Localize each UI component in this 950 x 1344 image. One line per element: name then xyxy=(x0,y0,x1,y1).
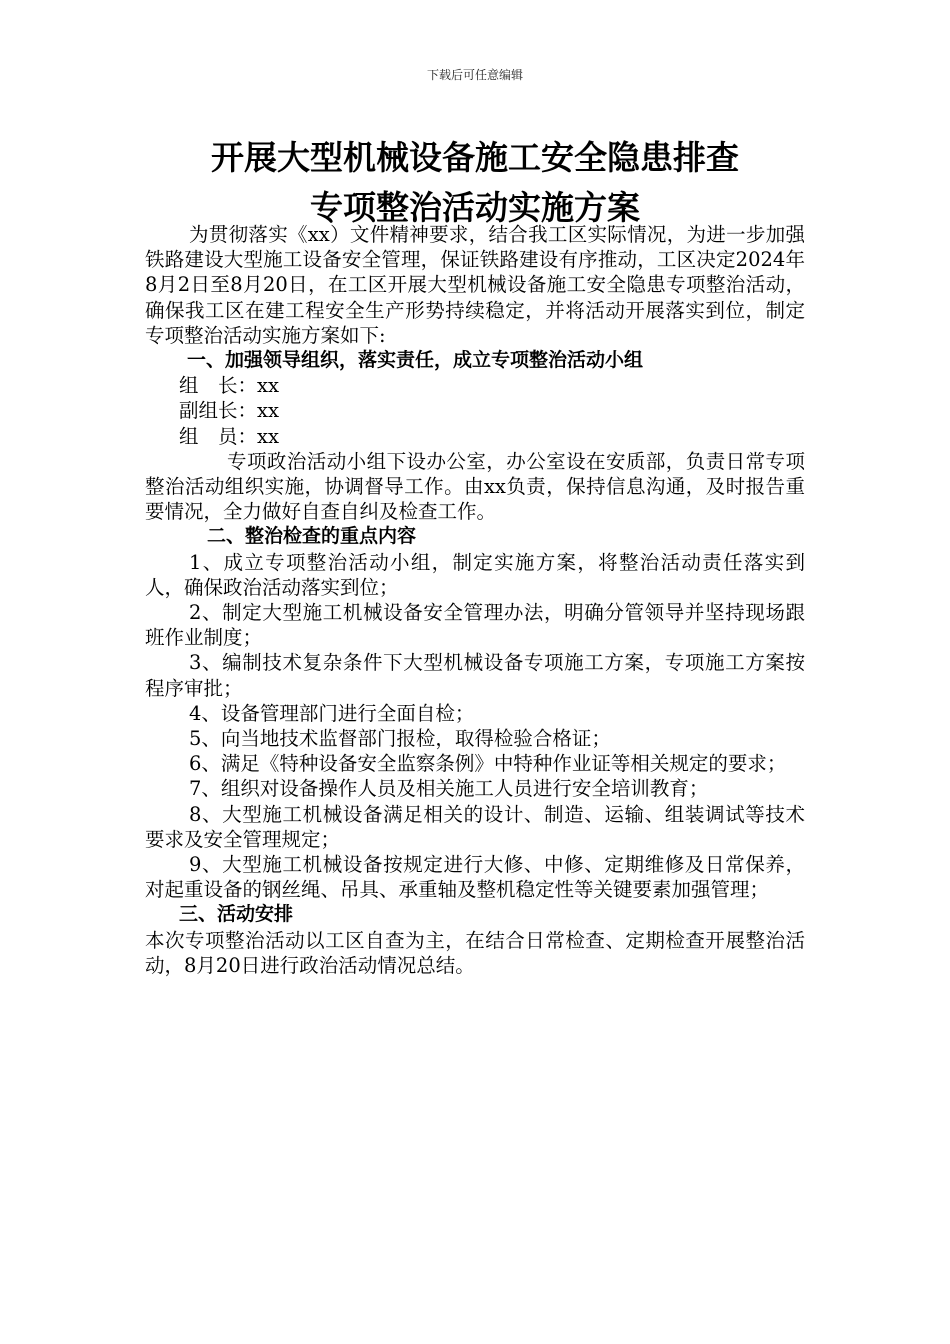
list-item: 1、成立专项整治活动小组，制定实施方案，将整治活动责任落实到人，确保政治活动落实到位； xyxy=(145,550,805,599)
list-item: 7、组织对设备操作人员及相关施工人员进行安全培训教育； xyxy=(189,777,709,801)
list-item: 5、向当地技术监督部门报检，取得检验合格证； xyxy=(189,727,611,751)
document-title-line2: 专项整治活动实施方案 xyxy=(310,188,640,227)
section2-heading: 二、整治检查的重点内容 xyxy=(207,525,417,548)
office-paragraph: 专项政治活动小组下设办公室，办公室设在安质部，负责日常专项整治活动组织实施，协调督导工作。由xx负责，保持信息沟通，及时报告重要情况，全力做好自查自纠及检查工作。 xyxy=(145,449,805,524)
list-item: 4、设备管理部门进行全面自检； xyxy=(189,701,475,725)
page-header-note: 下载后可任意编辑 xyxy=(426,68,523,82)
section3-heading: 三、活动安排 xyxy=(179,903,294,926)
list-item: 9、大型施工机械设备按规定进行大修、中修、定期维修及日常保养，对起重设备的钢丝绳、吊具、承重轴及整机稳定性等关键要素加强管理； xyxy=(145,853,805,902)
intro-paragraph: 为贯彻落实《xx）文件精神要求，结合我工区实际情况，为进一步加强铁路建设大型施工设备安全管理，保证铁路建设有序推动，工区决定2024年8月2日至8月20日，在工区开展大型机械设备施工安全隐患专项整治活动，确保我工区在建工程安全生产形势持续稳定，并将活动开展落实到位，制定专项整治活动实施方案如下: xyxy=(145,223,805,347)
document-body xyxy=(145,222,805,978)
member-deputy: 副组长：xx xyxy=(179,399,279,423)
section3-paragraph: 本次专项整治活动以工区自查为主，在结合日常检查、定期检查开展整治活动，8月20日进行政治活动情况总结。 xyxy=(145,928,805,977)
member-leader: 组 长：xx xyxy=(179,374,279,398)
document-title-line1: 开展大型机械设备施工安全隐患排查 xyxy=(211,138,739,177)
list-item: 8、大型施工机械设备满足相关的设计、制造、运输、组装调试等技术要求及安全管理规定； xyxy=(145,802,805,851)
list-item: 6、满足《特种设备安全监察条例》中特种作业证等相关规定的要求； xyxy=(189,752,787,776)
member-staff: 组 员：xx xyxy=(179,424,279,448)
list-item: 3、编制技术复杂条件下大型机械设备专项施工方案，专项施工方案按程序审批； xyxy=(145,651,805,700)
list-item: 2、制定大型施工机械设备安全管理办法，明确分管领导并坚持现场跟班作业制度； xyxy=(145,601,805,650)
section1-heading: 一、加强领导组织，落实责任，成立专项整治活动小组 xyxy=(187,349,644,372)
